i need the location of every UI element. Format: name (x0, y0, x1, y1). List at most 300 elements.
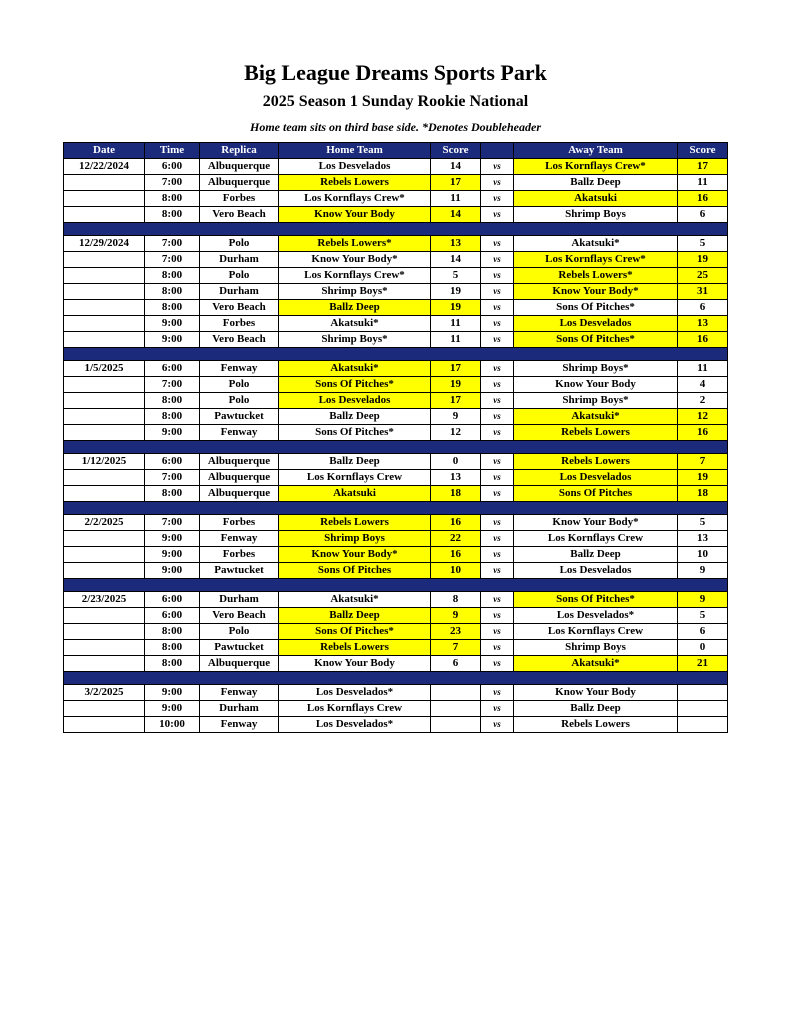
away-score-cell: 16 (678, 332, 728, 348)
away-team-cell: Los Desvelados* (514, 608, 678, 624)
game-row (64, 531, 728, 547)
vs-cell: vs (481, 332, 514, 348)
replica-cell: Albuquerque (200, 454, 279, 470)
vs-cell: vs (481, 640, 514, 656)
away-team-cell: Los Kornflays Crew* (514, 252, 678, 268)
page-note: Home team sits on third base side. *Denotes Doubleheader (250, 120, 541, 134)
away-score-cell: 10 (678, 547, 728, 563)
date-cell: 1/5/2025 (64, 361, 145, 377)
date-cell: 3/2/2025 (64, 685, 145, 701)
home-team-cell: Rebels Lowers* (279, 236, 431, 252)
column-header-away-team: Away Team (514, 143, 678, 159)
date-cell (64, 207, 145, 223)
vs-cell: vs (481, 656, 514, 672)
replica-cell: Vero Beach (200, 608, 279, 624)
home-team-cell: Sons Of Pitches* (279, 624, 431, 640)
time-cell: 9:00 (145, 685, 200, 701)
home-team-cell: Los Kornflays Crew (279, 701, 431, 717)
home-team-cell: Los Kornflays Crew* (279, 191, 431, 207)
game-row (64, 393, 728, 409)
away-team-cell: Ballz Deep (514, 547, 678, 563)
separator-row (64, 672, 728, 685)
schedule-body (64, 159, 728, 733)
game-row (64, 470, 728, 486)
date-cell (64, 640, 145, 656)
time-cell: 9:00 (145, 316, 200, 332)
replica-cell: Albuquerque (200, 470, 279, 486)
away-team-cell: Ballz Deep (514, 175, 678, 191)
away-score-cell: 9 (678, 592, 728, 608)
game-row (64, 377, 728, 393)
home-score-cell: 17 (431, 393, 481, 409)
date-cell (64, 624, 145, 640)
away-score-cell: 25 (678, 268, 728, 284)
time-cell: 7:00 (145, 252, 200, 268)
away-score-cell: 13 (678, 316, 728, 332)
vs-cell: vs (481, 486, 514, 502)
separator-bar (64, 672, 728, 685)
home-score-cell: 12 (431, 425, 481, 441)
away-team-cell: Know Your Body (514, 377, 678, 393)
vs-cell: vs (481, 316, 514, 332)
date-cell (64, 393, 145, 409)
game-row (64, 547, 728, 563)
replica-cell: Vero Beach (200, 207, 279, 223)
home-score-cell: 0 (431, 454, 481, 470)
away-team-cell: Know Your Body (514, 685, 678, 701)
home-score-cell: 9 (431, 409, 481, 425)
game-row (64, 515, 728, 531)
away-team-cell: Los Desvelados (514, 563, 678, 579)
date-cell (64, 701, 145, 717)
time-cell: 8:00 (145, 268, 200, 284)
home-team-cell: Akatsuki* (279, 592, 431, 608)
away-score-cell (678, 685, 728, 701)
home-team-cell: Los Desvelados* (279, 717, 431, 733)
replica-cell: Albuquerque (200, 159, 279, 175)
away-score-cell: 12 (678, 409, 728, 425)
home-team-cell: Know Your Body* (279, 547, 431, 563)
page-subtitle: 2025 Season 1 Sunday Rookie National (262, 93, 529, 110)
home-score-cell: 11 (431, 316, 481, 332)
vs-cell: vs (481, 515, 514, 531)
time-cell: 6:00 (145, 454, 200, 470)
date-cell (64, 268, 145, 284)
vs-cell: vs (481, 207, 514, 223)
home-score-cell: 8 (431, 592, 481, 608)
time-cell: 8:00 (145, 191, 200, 207)
separator-bar (64, 348, 728, 361)
column-header-score: Score (431, 143, 481, 159)
away-score-cell: 13 (678, 531, 728, 547)
time-cell: 8:00 (145, 300, 200, 316)
time-cell: 7:00 (145, 377, 200, 393)
game-row (64, 159, 728, 175)
column-header-vs (481, 143, 514, 159)
away-score-cell: 11 (678, 361, 728, 377)
home-score-cell: 7 (431, 640, 481, 656)
home-score-cell: 14 (431, 207, 481, 223)
game-row (64, 284, 728, 300)
home-team-cell: Akatsuki (279, 486, 431, 502)
away-team-cell: Shrimp Boys (514, 207, 678, 223)
date-cell: 12/22/2024 (64, 159, 145, 175)
away-score-cell: 18 (678, 486, 728, 502)
vs-cell: vs (481, 284, 514, 300)
time-cell: 9:00 (145, 332, 200, 348)
time-cell: 10:00 (145, 717, 200, 733)
home-team-cell: Sons Of Pitches* (279, 425, 431, 441)
vs-cell: vs (481, 454, 514, 470)
away-score-cell: 6 (678, 207, 728, 223)
game-row (64, 252, 728, 268)
away-team-cell: Akatsuki* (514, 656, 678, 672)
vs-cell: vs (481, 563, 514, 579)
separator-row (64, 579, 728, 592)
away-team-cell: Akatsuki* (514, 409, 678, 425)
date-cell: 12/29/2024 (64, 236, 145, 252)
away-team-cell: Sons Of Pitches (514, 486, 678, 502)
away-score-cell: 6 (678, 300, 728, 316)
time-cell: 8:00 (145, 409, 200, 425)
vs-cell: vs (481, 685, 514, 701)
home-team-cell: Sons Of Pitches* (279, 377, 431, 393)
time-cell: 9:00 (145, 547, 200, 563)
away-score-cell: 19 (678, 470, 728, 486)
date-cell (64, 486, 145, 502)
vs-cell: vs (481, 624, 514, 640)
home-score-cell: 16 (431, 547, 481, 563)
game-row (64, 236, 728, 252)
away-score-cell: 2 (678, 393, 728, 409)
date-cell (64, 252, 145, 268)
away-team-cell: Shrimp Boys* (514, 393, 678, 409)
separator-row (64, 348, 728, 361)
time-cell: 7:00 (145, 470, 200, 486)
home-team-cell: Akatsuki* (279, 316, 431, 332)
home-team-cell: Rebels Lowers (279, 640, 431, 656)
vs-cell: vs (481, 236, 514, 252)
away-score-cell: 4 (678, 377, 728, 393)
away-score-cell: 6 (678, 624, 728, 640)
separator-bar (64, 502, 728, 515)
date-cell (64, 656, 145, 672)
replica-cell: Fenway (200, 425, 279, 441)
replica-cell: Polo (200, 268, 279, 284)
time-cell: 7:00 (145, 236, 200, 252)
date-cell: 2/2/2025 (64, 515, 145, 531)
vs-cell: vs (481, 191, 514, 207)
game-row (64, 656, 728, 672)
replica-cell: Pawtucket (200, 409, 279, 425)
replica-cell: Albuquerque (200, 656, 279, 672)
time-cell: 7:00 (145, 515, 200, 531)
away-team-cell: Sons Of Pitches* (514, 332, 678, 348)
replica-cell: Polo (200, 624, 279, 640)
home-team-cell: Ballz Deep (279, 608, 431, 624)
header-row (64, 143, 728, 159)
date-cell (64, 332, 145, 348)
separator-bar (64, 223, 728, 236)
game-row (64, 409, 728, 425)
column-header-replica: Replica (200, 143, 279, 159)
replica-cell: Durham (200, 592, 279, 608)
game-row (64, 486, 728, 502)
date-cell: 1/12/2025 (64, 454, 145, 470)
time-cell: 9:00 (145, 701, 200, 717)
home-score-cell: 19 (431, 300, 481, 316)
home-score-cell (431, 717, 481, 733)
away-team-cell: Shrimp Boys* (514, 361, 678, 377)
replica-cell: Pawtucket (200, 640, 279, 656)
home-team-cell: Los Desvelados (279, 159, 431, 175)
date-cell (64, 377, 145, 393)
date-cell: 2/23/2025 (64, 592, 145, 608)
replica-cell: Vero Beach (200, 300, 279, 316)
game-row (64, 361, 728, 377)
time-cell: 6:00 (145, 608, 200, 624)
replica-cell: Forbes (200, 547, 279, 563)
vs-cell: vs (481, 393, 514, 409)
column-header-score: Score (678, 143, 728, 159)
away-score-cell: 16 (678, 191, 728, 207)
home-score-cell: 16 (431, 515, 481, 531)
date-cell (64, 563, 145, 579)
home-score-cell: 6 (431, 656, 481, 672)
page-title: Big League Dreams Sports Park (244, 60, 547, 85)
away-team-cell: Know Your Body* (514, 515, 678, 531)
game-row (64, 624, 728, 640)
away-score-cell: 5 (678, 236, 728, 252)
home-team-cell: Rebels Lowers (279, 515, 431, 531)
date-cell (64, 175, 145, 191)
vs-cell: vs (481, 470, 514, 486)
date-cell (64, 470, 145, 486)
time-cell: 8:00 (145, 284, 200, 300)
home-score-cell (431, 701, 481, 717)
game-row (64, 592, 728, 608)
game-row (64, 701, 728, 717)
home-score-cell: 14 (431, 159, 481, 175)
away-team-cell: Los Kornflays Crew (514, 531, 678, 547)
away-team-cell: Ballz Deep (514, 701, 678, 717)
replica-cell: Forbes (200, 515, 279, 531)
game-row (64, 563, 728, 579)
away-score-cell: 17 (678, 159, 728, 175)
replica-cell: Pawtucket (200, 563, 279, 579)
away-team-cell: Shrimp Boys (514, 640, 678, 656)
home-score-cell: 5 (431, 268, 481, 284)
home-team-cell: Los Kornflays Crew* (279, 268, 431, 284)
date-cell (64, 191, 145, 207)
game-row (64, 207, 728, 223)
vs-cell: vs (481, 361, 514, 377)
home-team-cell: Shrimp Boys* (279, 332, 431, 348)
time-cell: 6:00 (145, 361, 200, 377)
separator-row (64, 502, 728, 515)
separator-bar (64, 579, 728, 592)
game-row (64, 316, 728, 332)
time-cell: 8:00 (145, 393, 200, 409)
away-team-cell: Rebels Lowers (514, 717, 678, 733)
home-team-cell: Ballz Deep (279, 454, 431, 470)
away-team-cell: Rebels Lowers (514, 425, 678, 441)
vs-cell: vs (481, 531, 514, 547)
home-score-cell: 11 (431, 332, 481, 348)
vs-cell: vs (481, 701, 514, 717)
away-score-cell: 21 (678, 656, 728, 672)
date-cell (64, 608, 145, 624)
away-team-cell: Los Desvelados (514, 316, 678, 332)
vs-cell: vs (481, 409, 514, 425)
date-cell (64, 531, 145, 547)
home-team-cell: Ballz Deep (279, 409, 431, 425)
time-cell: 8:00 (145, 207, 200, 223)
home-score-cell: 13 (431, 470, 481, 486)
home-score-cell: 17 (431, 361, 481, 377)
home-score-cell: 13 (431, 236, 481, 252)
date-cell (64, 425, 145, 441)
game-row (64, 332, 728, 348)
away-score-cell: 16 (678, 425, 728, 441)
home-score-cell: 18 (431, 486, 481, 502)
time-cell: 8:00 (145, 640, 200, 656)
home-score-cell: 17 (431, 175, 481, 191)
home-team-cell: Shrimp Boys* (279, 284, 431, 300)
column-header-date: Date (64, 143, 145, 159)
home-score-cell: 19 (431, 284, 481, 300)
time-cell: 6:00 (145, 159, 200, 175)
game-row (64, 175, 728, 191)
date-cell (64, 316, 145, 332)
away-team-cell: Los Kornflays Crew* (514, 159, 678, 175)
replica-cell: Durham (200, 701, 279, 717)
game-row (64, 454, 728, 470)
replica-cell: Durham (200, 252, 279, 268)
replica-cell: Forbes (200, 191, 279, 207)
time-cell: 9:00 (145, 563, 200, 579)
separator-row (64, 223, 728, 236)
home-score-cell: 11 (431, 191, 481, 207)
away-score-cell (678, 701, 728, 717)
away-score-cell: 19 (678, 252, 728, 268)
vs-cell: vs (481, 159, 514, 175)
replica-cell: Fenway (200, 685, 279, 701)
away-score-cell: 11 (678, 175, 728, 191)
time-cell: 6:00 (145, 592, 200, 608)
replica-cell: Vero Beach (200, 332, 279, 348)
vs-cell: vs (481, 592, 514, 608)
home-score-cell (431, 685, 481, 701)
schedule-table (63, 142, 728, 733)
replica-cell: Fenway (200, 717, 279, 733)
game-row (64, 268, 728, 284)
away-team-cell: Rebels Lowers* (514, 268, 678, 284)
replica-cell: Durham (200, 284, 279, 300)
away-score-cell: 5 (678, 515, 728, 531)
game-row (64, 717, 728, 733)
home-score-cell: 10 (431, 563, 481, 579)
time-cell: 7:00 (145, 175, 200, 191)
time-cell: 8:00 (145, 486, 200, 502)
game-row (64, 425, 728, 441)
vs-cell: vs (481, 608, 514, 624)
replica-cell: Albuquerque (200, 175, 279, 191)
home-team-cell: Shrimp Boys (279, 531, 431, 547)
away-team-cell: Los Kornflays Crew (514, 624, 678, 640)
replica-cell: Polo (200, 377, 279, 393)
away-team-cell: Akatsuki (514, 191, 678, 207)
home-score-cell: 9 (431, 608, 481, 624)
column-header-home-team: Home Team (279, 143, 431, 159)
separator-bar (64, 441, 728, 454)
away-team-cell: Know Your Body* (514, 284, 678, 300)
home-team-cell: Know Your Body (279, 656, 431, 672)
replica-cell: Forbes (200, 316, 279, 332)
vs-cell: vs (481, 425, 514, 441)
vs-cell: vs (481, 252, 514, 268)
away-team-cell: Rebels Lowers (514, 454, 678, 470)
replica-cell: Polo (200, 393, 279, 409)
time-cell: 8:00 (145, 656, 200, 672)
home-score-cell: 23 (431, 624, 481, 640)
date-cell (64, 717, 145, 733)
game-row (64, 640, 728, 656)
column-header-time: Time (145, 143, 200, 159)
date-cell (64, 284, 145, 300)
away-team-cell: Akatsuki* (514, 236, 678, 252)
date-cell (64, 547, 145, 563)
home-score-cell: 22 (431, 531, 481, 547)
time-cell: 8:00 (145, 624, 200, 640)
date-cell (64, 300, 145, 316)
home-score-cell: 19 (431, 377, 481, 393)
home-team-cell: Know Your Body (279, 207, 431, 223)
vs-cell: vs (481, 300, 514, 316)
game-row (64, 685, 728, 701)
away-score-cell: 9 (678, 563, 728, 579)
home-team-cell: Los Desvelados (279, 393, 431, 409)
home-team-cell: Sons Of Pitches (279, 563, 431, 579)
away-score-cell (678, 717, 728, 733)
away-score-cell: 7 (678, 454, 728, 470)
vs-cell: vs (481, 268, 514, 284)
home-team-cell: Los Kornflays Crew (279, 470, 431, 486)
replica-cell: Albuquerque (200, 486, 279, 502)
home-team-cell: Rebels Lowers (279, 175, 431, 191)
away-score-cell: 0 (678, 640, 728, 656)
replica-cell: Polo (200, 236, 279, 252)
vs-cell: vs (481, 175, 514, 191)
away-score-cell: 31 (678, 284, 728, 300)
game-row (64, 191, 728, 207)
home-team-cell: Know Your Body* (279, 252, 431, 268)
home-team-cell: Los Desvelados* (279, 685, 431, 701)
away-team-cell: Sons Of Pitches* (514, 300, 678, 316)
home-team-cell: Ballz Deep (279, 300, 431, 316)
time-cell: 9:00 (145, 531, 200, 547)
game-row (64, 608, 728, 624)
vs-cell: vs (481, 547, 514, 563)
away-team-cell: Sons Of Pitches* (514, 592, 678, 608)
home-score-cell: 14 (431, 252, 481, 268)
vs-cell: vs (481, 377, 514, 393)
home-team-cell: Akatsuki* (279, 361, 431, 377)
away-team-cell: Los Desvelados (514, 470, 678, 486)
time-cell: 9:00 (145, 425, 200, 441)
replica-cell: Fenway (200, 361, 279, 377)
date-cell (64, 409, 145, 425)
